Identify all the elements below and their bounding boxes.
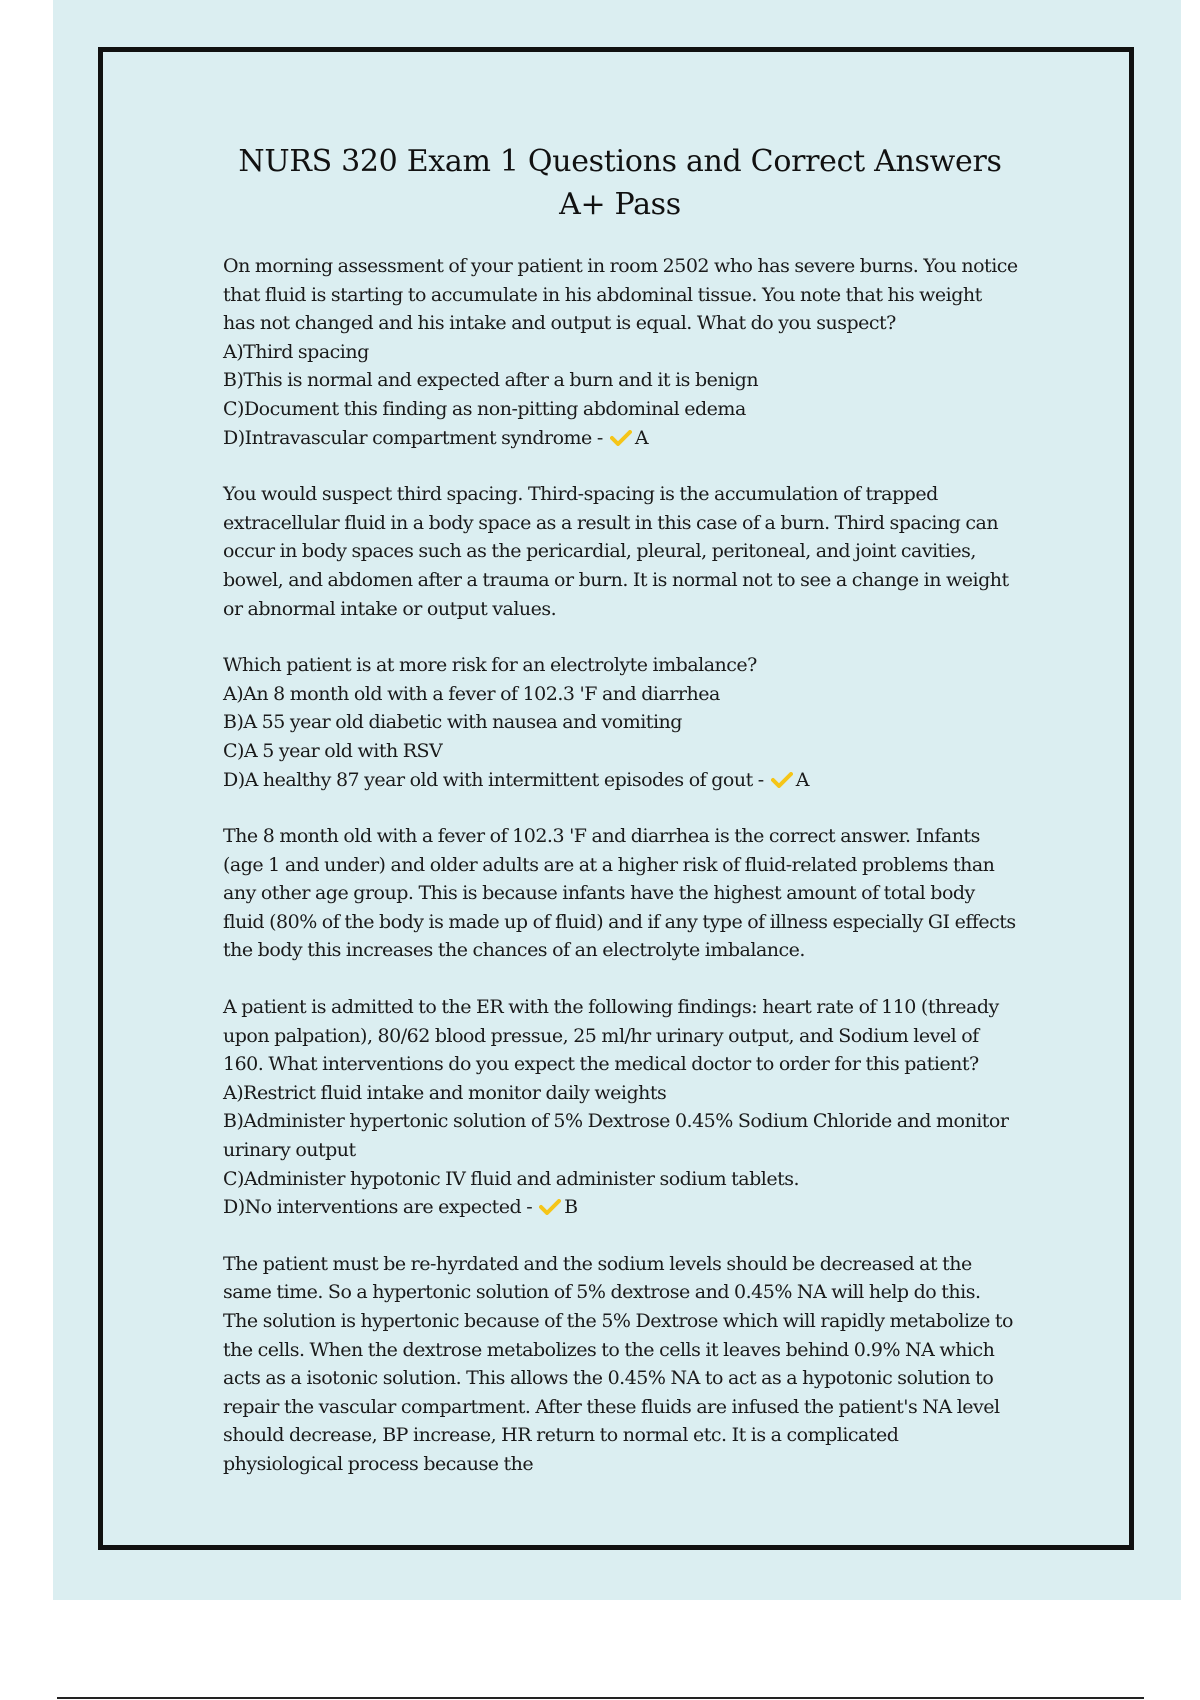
answer-option-with-key: [223, 424, 1018, 453]
checkmark-icon: [539, 1199, 561, 1215]
checkmark-icon: [771, 772, 793, 788]
answer-option: B)This is normal and expected after a burn and it is benign: [223, 369, 759, 392]
answer-option: B)A 55 year old diabetic with nausea and vomiting: [223, 711, 682, 734]
answer-option: D)Intravascular compartment syndrome -: [223, 426, 603, 449]
question-block-2: [223, 651, 1018, 794]
rationale-paragraph: The patient must be re-hyrdated and the sodium levels should be decreased at the same time. So a hypertonic solution of 5% dextrose and 0.45% NA will help do this. The solution is hypertonic because of the 5% Dextrose which will rapidly metabolize to the cells. When the dextrose metabolizes to the cells it leaves behind 0.9% NA which acts as a isotonic solution. This allows the 0.45% NA to act as a hypotonic solution to repair the vascular compartment. After these fluids are infused the patient's NA level should decrease, BP increase, HR return to normal etc. It is a complicated physiological process because the: [223, 1252, 1013, 1475]
question-block-3: [223, 993, 1018, 1222]
checkmark-icon: [610, 430, 632, 446]
rationale-paragraph: You would suspect third spacing. Third-spacing is the accumulation of trapped extracellular fluid in a body space as a result in this case of a burn. Third spacing can occur in body spaces such as the pericardial, pleural, peritoneal, and joint cavities, bowel, and abdomen after a trauma or burn. It is normal not to see a change in weight or abnormal intake or output values.: [223, 483, 1009, 620]
page-bottom-divider: [57, 1697, 1144, 1699]
document-body: [223, 252, 1018, 1479]
question-stem: On morning assessment of your patient in room 2502 who has severe burns. You notice that fluid is starting to accumulate in his abdominal tissue. You note that his weight has not changed and his intake and output is equal. What do you suspect?: [223, 255, 1018, 335]
correct-answer-key: A: [634, 426, 649, 449]
answer-option-with-key: [223, 1193, 1018, 1222]
correct-answer-key: B: [564, 1196, 578, 1219]
answer-option: C)Administer hypotonic IV fluid and administer sodium tablets.: [223, 1167, 800, 1190]
correct-answer-key: A: [795, 768, 809, 791]
answer-option: A)Restrict fluid intake and monitor daily weights: [223, 1081, 667, 1104]
answer-option-with-key: [223, 766, 1018, 795]
answer-option: C)A 5 year old with RSV: [223, 739, 443, 762]
question-block-1: [223, 252, 1018, 452]
answer-option: A)An 8 month old with a fever of 102.3 'F and diarrhea: [223, 682, 720, 705]
answer-option: C)Document this finding as non-pitting abdominal edema: [223, 397, 746, 420]
answer-option: D)No interventions are expected -: [223, 1196, 533, 1219]
question-stem: A patient is admitted to the ER with the following findings: heart rate of 110 (thready upon palpation), 80/62 blood pressue, 25 ml/hr urinary output, and Sodium level of 160. What interventions do you expect the medical doctor to order for this patient?: [223, 996, 999, 1076]
answer-option: A)Third spacing: [223, 340, 369, 363]
answer-option: B)Administer hypertonic solution of 5% Dextrose 0.45% Sodium Chloride and monitor urinary output: [223, 1110, 1009, 1162]
answer-option: D)A healthy 87 year old with intermittent episodes of gout -: [223, 768, 764, 791]
question-stem: Which patient is at more risk for an electrolyte imbalance?: [223, 654, 757, 677]
document-title: NURS 320 Exam 1 Questions and Correct Answers A+ Pass: [238, 144, 1002, 222]
rationale-paragraph: The 8 month old with a fever of 102.3 'F and diarrhea is the correct answer. Infants (age 1 and under) and older adults are at a higher risk of fluid-related problems than any other age group. This is because infants have the highest amount of total body fluid (80% of the body is made up of fluid) and if any type of illness especially GI effects the body this increases the chances of an electrolyte imbalance.: [223, 825, 1016, 962]
